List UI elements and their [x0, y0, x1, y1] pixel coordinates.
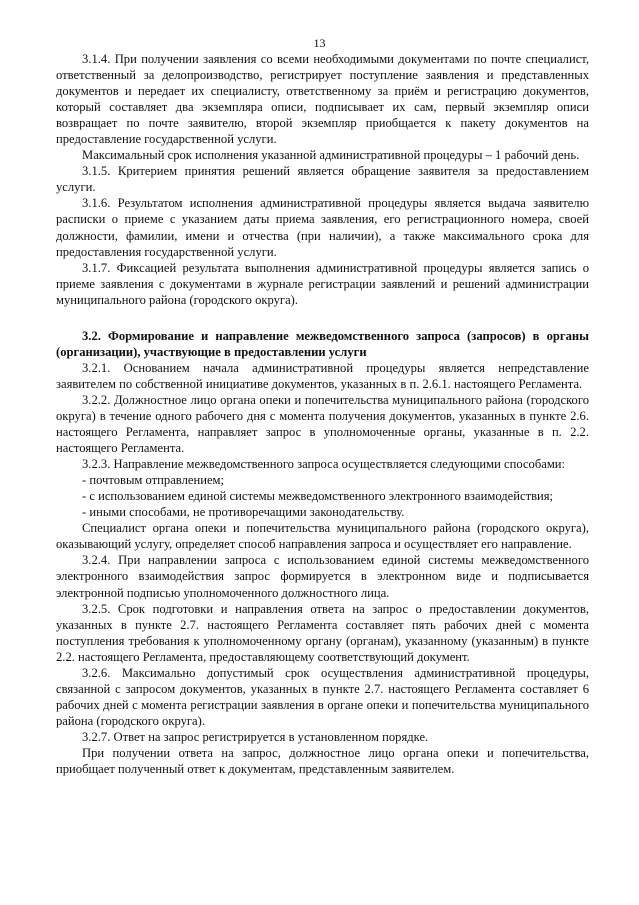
paragraph-3-2-3: 3.2.3. Направление межведомственного запроса осуществляется следующими способами: — [82, 457, 566, 472]
page-number: 13 — [313, 36, 326, 50]
paragraph-response: При получении ответа на запрос, должностное лицо органа опеки и попечительства, приобщает полученный ответ к документам, представленным заявителем. — [56, 745, 589, 777]
paragraph-3-2-4: 3.2.4. При направлении запроса с использованием единой системы межведомственного электронного взаимодействия запрос формируется в электронном виде и подписывается электронной подписью уполномоченного должностного лица. — [56, 553, 589, 600]
paragraph-3-2-2: 3.2.2. Должностное лицо органа опеки и попечительства муниципального района (городского округа) в течение одного рабочего дня с момента получения документов, указанных в пункте 2.6. настоящего Регламента, направляет запрос в уполномоченные органы, указанные в п. 2.2. настоящего Регламента. — [56, 392, 589, 456]
paragraph-3-1-7: 3.1.7. Фиксацией результата выполнения административной процедуры является запись о приеме заявления с документами в журнале регистрации заявлений и решений администрации муниципального района (городского округа). — [56, 260, 589, 307]
paragraph-3-1-5: 3.1.5. Критерием принятия решений является обращение заявителя за предоставлением услуги. — [56, 164, 589, 195]
paragraph-3-2-7: 3.2.7. Ответ на запрос регистрируется в установленном порядке. — [82, 729, 429, 744]
document-body — [56, 51, 589, 777]
paragraph-3-1-6: 3.1.6. Результатом исполнения административной процедуры является выдача заявителю расписки о приеме с указанием даты приема заявления, его регистрационного номера, своей должности, фамилии, имени и отчества (при наличии), а также максимального срока для предоставления государственной услуги. — [56, 196, 589, 259]
paragraph-3-1-4: 3.1.4. При получении заявления со всеми необходимыми документами по почте специалист, ответственный за делопроизводство, регистрирует поступление заявления и представленных документов и передает их специалисту, ответственному за приём и регистрацию документов, который составляет два экземпляра описи, подписывает их сам, первый экземпляр описи возвращает по почте заявителю, второй экземпляр приобщается к пакету документов на предоставление государственной услуги. — [56, 52, 589, 147]
list-item-post: - почтовым отправлением; — [82, 473, 224, 488]
paragraph-max-term: Максимальный срок исполнения указанной административной процедуры – 1 рабочий день. — [82, 148, 580, 163]
paragraph-3-2-1: 3.2.1. Основанием начала административной процедуры является непредставление заявителем по собственной инициативе документов, указанных в п. 2.6.1. настоящего Регламента. — [56, 360, 589, 391]
list-item-smev: - с использованием единой системы межведомственного электронного взаимодействия; — [82, 489, 554, 504]
section-heading-3-2: 3.2. Формирование и направление межведомственного запроса (запросов) в органы (организации), участвующие в предоставлении услуги — [56, 328, 589, 359]
paragraph-3-2-5: 3.2.5. Срок подготовки и направления ответа на запрос о предоставлении документов, указанных в пункте 2.7. настоящего Регламента составляет пять рабочих дней с момента поступления требования к уполномоченному органу (органам), указанному (указанным) в пункте 2.2. настоящего Регламента, предоставляющему соответствующий документ. — [56, 601, 589, 664]
paragraph-3-2-6: 3.2.6. Максимально допустимый срок осуществления административной процедуры, связанной с запросом документов, указанных в пункте 2.7. настоящего Регламента составляет 6 рабочих дней с момента регистрации заявления в органе опеки и попечительства муниципального района (городского округа). — [56, 665, 589, 728]
paragraph-specialist: Специалист органа опеки и попечительства муниципального района (городского округа), оказывающий услугу, определяет способ направления запроса и осуществляет его направление. — [56, 521, 589, 552]
list-item-other: - иными способами, не противоречащими законодательству. — [82, 505, 405, 520]
